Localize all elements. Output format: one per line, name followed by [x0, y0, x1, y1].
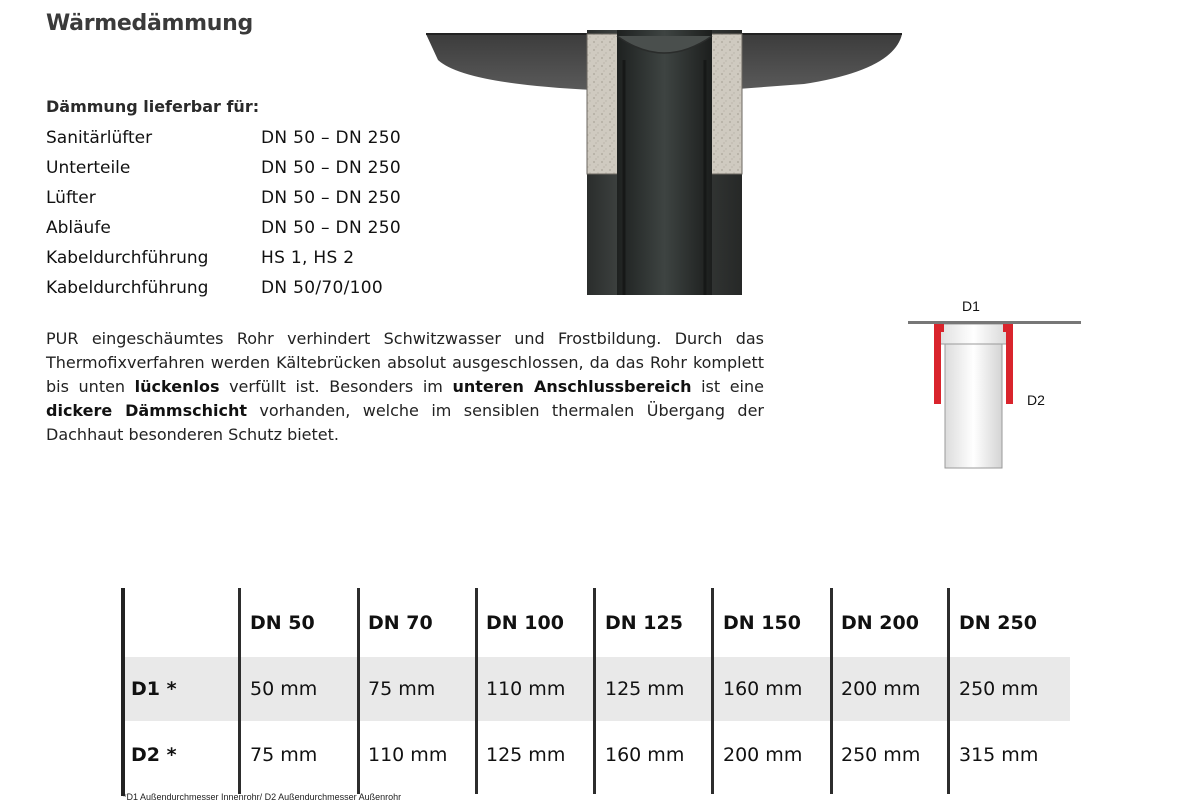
table-header-cell: DN 100	[486, 612, 564, 634]
availability-value: DN 50 – DN 250	[261, 218, 402, 238]
table-divider	[593, 588, 596, 794]
table-header-cell: DN 70	[368, 612, 433, 634]
table-divider	[238, 588, 241, 794]
dimensions-table	[0, 588, 1191, 798]
description-emphasis: dickere Dämmschicht	[46, 401, 247, 420]
table-cell: 50 mm	[250, 678, 318, 700]
availability-value: DN 50 – DN 250	[261, 128, 402, 148]
table-cell: 160 mm	[723, 678, 803, 700]
availability-label: Lüfter	[46, 188, 96, 208]
availability-value: DN 50 – DN 250	[261, 158, 402, 178]
description-paragraph	[46, 327, 764, 447]
table-cell: 315 mm	[959, 744, 1039, 766]
table-cell: 110 mm	[486, 678, 566, 700]
table-row-label: D2 *	[131, 744, 177, 766]
diameter-d2-label: D2	[1027, 392, 1045, 408]
availability-value: DN 50 – DN 250	[261, 188, 402, 208]
table-header-cell: DN 150	[723, 612, 801, 634]
table-cell: 250 mm	[841, 744, 921, 766]
availability-label: Sanitärlüfter	[46, 128, 153, 148]
footnote: *D1 Außendurchmesser Innenrohr/ D2 Außendurchmesser Außenrohr	[123, 792, 402, 802]
table-divider	[121, 588, 125, 796]
description-text: vorhanden, welche im sensiblen thermalen Übergang der Dachhaut besonderen Schutz bietet.	[46, 401, 765, 444]
diameter-d1-label: D1	[962, 298, 980, 314]
availability-label: Unterteile	[46, 158, 131, 178]
table-cell: 125 mm	[486, 744, 566, 766]
table-divider	[475, 588, 478, 794]
table-header-cell: DN 125	[605, 612, 683, 634]
page-title: Wärmedämmung	[46, 11, 253, 36]
insulated-pipe-cross-section-image	[424, 0, 906, 298]
availability-heading: Dämmung lieferbar für:	[46, 97, 260, 116]
table-cell: 200 mm	[841, 678, 921, 700]
table-header-cell: DN 200	[841, 612, 919, 634]
table-cell: 160 mm	[605, 744, 685, 766]
table-header-cell: DN 250	[959, 612, 1037, 634]
table-cell: 125 mm	[605, 678, 685, 700]
description-text: PUR eingeschäumtes Rohr verhindert Schwitzwasser und Frostbildung. Durch das Thermofixverfahren werden Kältebrücken absolut ausgeschlossen, da das Rohr komplett bis unten	[46, 329, 764, 396]
availability-value: DN 50/70/100	[261, 278, 383, 298]
table-divider	[711, 588, 714, 794]
pipe-diameter-diagram	[866, 292, 1086, 522]
table-cell: 250 mm	[959, 678, 1039, 700]
table-cell: 75 mm	[250, 744, 318, 766]
table-cell: 75 mm	[368, 678, 436, 700]
description-text: verfüllt ist. Besonders im	[219, 377, 453, 396]
table-cell: 110 mm	[368, 744, 448, 766]
description-emphasis: unteren Anschlussbereich	[452, 377, 692, 396]
availability-label: Kabeldurchführung	[46, 248, 209, 268]
description-text: ist eine	[691, 377, 764, 396]
table-divider	[830, 588, 833, 794]
table-divider	[357, 588, 360, 794]
description-emphasis: lückenlos	[134, 377, 220, 396]
table-header-cell: DN 50	[250, 612, 315, 634]
availability-label: Kabeldurchführung	[46, 278, 209, 298]
table-divider	[947, 588, 950, 794]
table-cell: 200 mm	[723, 744, 803, 766]
availability-value: HS 1, HS 2	[261, 248, 355, 268]
table-row-label: D1 *	[131, 678, 177, 700]
availability-label: Abläufe	[46, 218, 111, 238]
